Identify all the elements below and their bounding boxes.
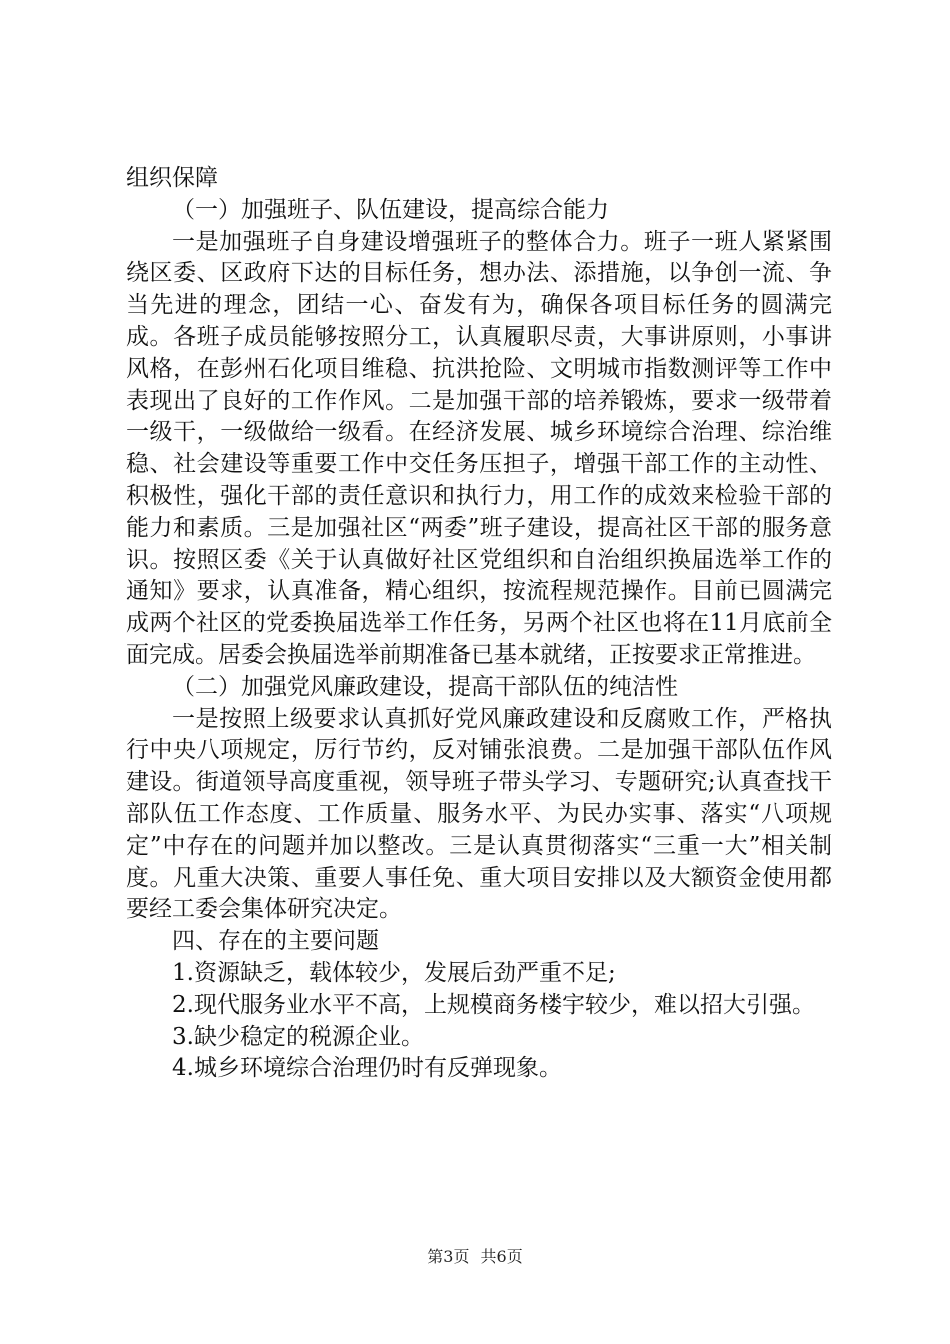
- subsection-heading: （一）加强班子、队伍建设，提高综合能力: [172, 196, 609, 223]
- list-item: 3.缺少稳定的税源企业。: [172, 1023, 424, 1050]
- section-heading: 四、存在的主要问题: [172, 928, 379, 955]
- list-item: 2.现代服务业水平不高，上规模商务楼宇较少，难以招大引强。: [172, 991, 815, 1018]
- page-total: 共6页: [480, 1247, 523, 1266]
- body-paragraph: 一是加强班子自身建设增强班子的整体合力。班子一班人紧紧围绕区委、区政府下达的目标任务，想办法、添措施，以争创一流、争当先进的理念，团结一心、奋发有为，确保各项目标任务的圆满完成。各班子成员能够按照分工，认真履职尽责，大事讲原则，小事讲风格，在彭州石化项目维稳、抗洪抢险、文明城市指数测评等工作中表现出了良好的工作作风。二是加强干部的培养锻炼，要求一级带着一级干，一级做给一级看。在经济发展、城乡环境综合治理、综治维稳、社会建设等重要工作中交任务压担子，增强干部工作的主动性、积极性，强化干部的责任意识和执行力，用工作的成效来检验干部的能力和素质。三是加强社区“两委”班子建设，提高社区干部的服务意识。按照区委《关于认真做好社区党组织和自治组织换届选举工作的通知》要求，认真准备，精心组织，按流程规范操作。目前已圆满完成两个社区的党委换届选举工作任务，另两个社区也将在11月底前全面完成。居委会换届选举前期准备已基本就绪，正按要求正常推进。: [126, 228, 832, 668]
- page-number: 第3页: [427, 1247, 470, 1266]
- body-paragraph: 一是按照上级要求认真抓好党风廉政建设和反腐败工作，严格执行中央八项规定，厉行节约，反对铺张浪费。二是加强干部队伍作风建设。街道领导高度重视，领导班子带头学习、专题研究;认真查找干部队伍工作态度、工作质量、服务水平、为民办实事、落实“八项规定”中存在的问题并加以整改。三是认真贯彻落实“三重一大”相关制度。凡重大决策、重要人事任免、重大项目安排以及大额资金使用都要经工委会集体研究决定。: [126, 705, 832, 923]
- list-item: 1.资源缺乏，载体较少，发展后劲严重不足;: [172, 959, 616, 986]
- page-footer: [0, 1244, 950, 1267]
- subsection-heading: （二）加强党风廉政建设，提高干部队伍的纯洁性: [172, 673, 678, 700]
- section-heading: 组织保障: [126, 165, 218, 191]
- list-item: 4.城乡环境综合治理仍时有反弹现象。: [172, 1055, 562, 1082]
- document-body: [126, 163, 832, 1085]
